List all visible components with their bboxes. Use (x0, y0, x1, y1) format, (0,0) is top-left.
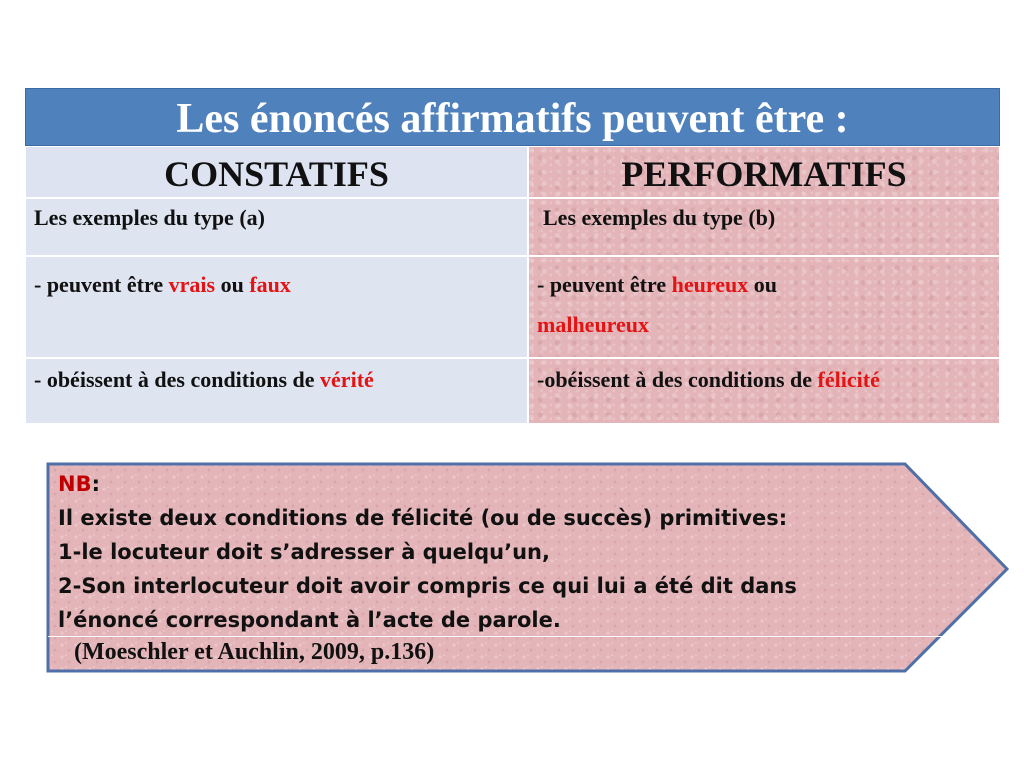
vrais-word: vrais (168, 272, 216, 297)
ou-text: ou (748, 272, 777, 297)
note-text (58, 467, 938, 637)
constatifs-truth (25, 256, 528, 358)
note-reference: (Moeschler et Auchlin, 2009, p.136) (74, 639, 435, 665)
performatifs-conditions (528, 358, 1000, 424)
note-label: NB (58, 472, 92, 496)
heureux-word: heureux (671, 272, 749, 297)
felicite-word: félicité (817, 367, 880, 392)
constatifs-examples: Les exemples du type (a) (25, 198, 528, 256)
note-line-4: l’énoncé correspondant à l’acte de parole. (58, 608, 561, 632)
note-callout (45, 461, 1011, 674)
ou-text: ou (215, 272, 250, 297)
performatifs-truth (528, 256, 1000, 358)
faux-word: faux (249, 272, 291, 297)
table-title: Les énoncés affirmatifs peuvent être : (25, 88, 1000, 146)
column-headers (25, 146, 1000, 198)
comparison-table (25, 88, 1000, 424)
note-label-colon: : (91, 472, 100, 496)
conditions-text: -obéissent à des conditions de (537, 367, 818, 392)
note-line-3: 2-Son interlocuteur doit avoir compris ce qui lui a été dit dans (58, 574, 797, 598)
note-line-2: 1-le locuteur doit s’adresser à quelqu’un, (58, 540, 550, 564)
performatifs-examples: Les exemples du type (b) (528, 198, 1000, 256)
table-row-conditions (25, 358, 1000, 424)
constatifs-conditions (25, 358, 528, 424)
note-label-line (58, 467, 938, 501)
performatifs-header: PERFORMATIFS (528, 146, 1000, 198)
malheureux-word: malheureux (537, 312, 650, 337)
conditions-text: - obéissent à des conditions de (34, 367, 321, 392)
truth-text: - peuvent être (34, 272, 169, 297)
constatifs-header: CONSTATIFS (25, 146, 528, 198)
verite-word: vérité (320, 367, 374, 392)
note-line-1: Il existe deux conditions de félicité (ou de succès) primitives: (58, 506, 788, 530)
table-row-examples (25, 198, 1000, 256)
note-reference-row (48, 636, 983, 673)
truth-text: - peuvent être (537, 272, 672, 297)
table-row-truth (25, 256, 1000, 358)
